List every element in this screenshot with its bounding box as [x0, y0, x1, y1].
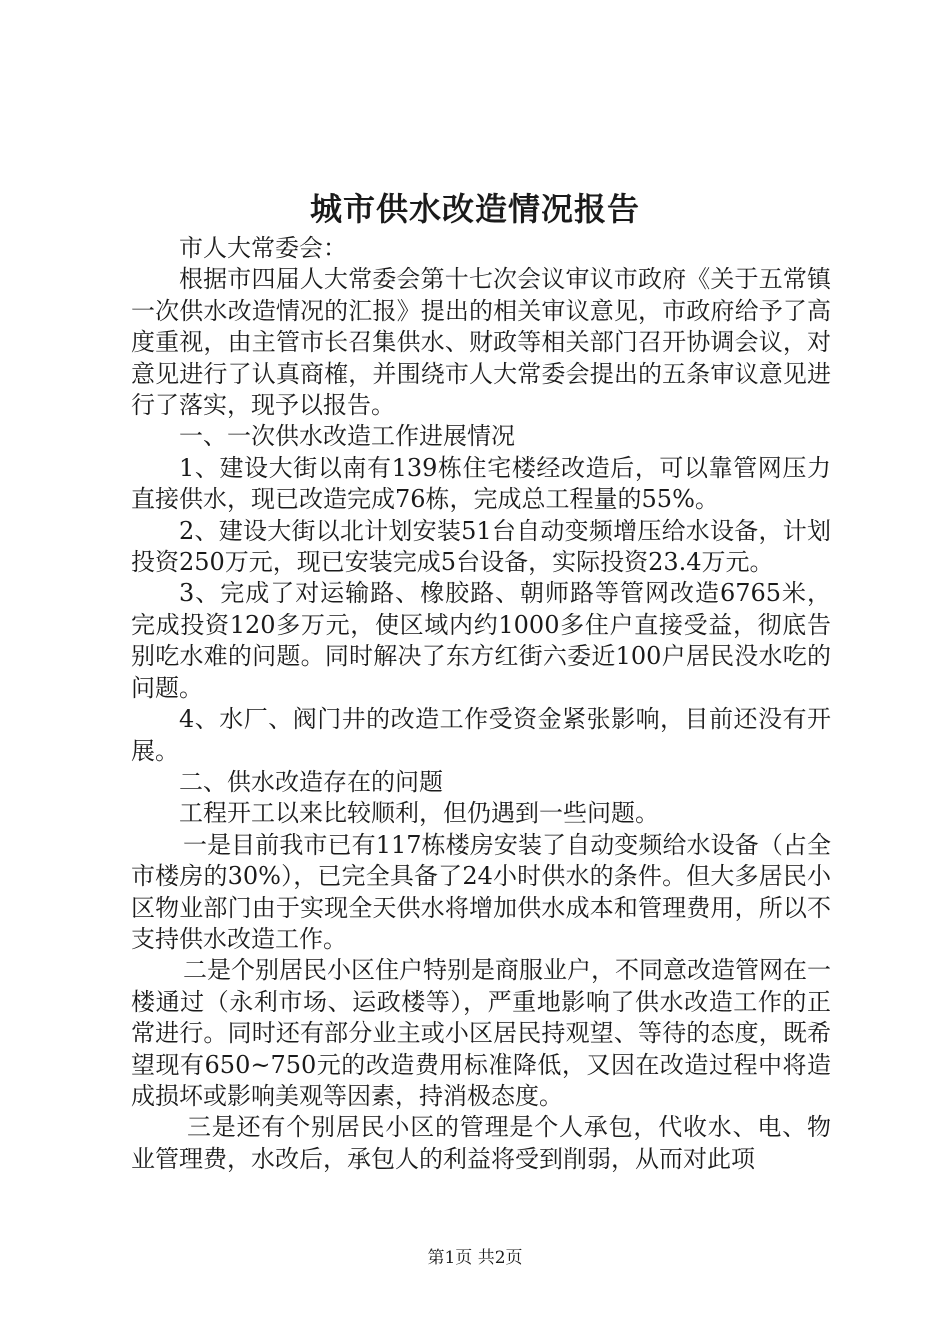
document-title: 城市供水改造情况报告 [309, 190, 640, 228]
paragraph-problem-2: 二是个别居民小区住户特别是商服业户，不同意改造管网在一楼通过（永利市场、运政楼等），严重地影响了供水改造工作的正常进行。同时还有部分业主或小区居民持观望、等待的态度，既希望现有650~750元的改造费用标准降低，又因在改造过程中将造成损坏或影响美观等因素，持消极态度。 [131, 956, 831, 1110]
paragraph-item-4: 4、水厂、阀门井的改造工作受资金紧张影响，目前还没有开展。 [131, 705, 831, 765]
paragraph-problems-intro: 工程开工以来比较顺利，但仍遇到一些问题。 [179, 799, 659, 828]
paragraph-item-1: 1、建设大街以南有139栋住宅楼经改造后，可以靠管网压力直接供水，现已改造完成76栋，完成总工程量的55%。 [131, 453, 831, 514]
section-heading-progress: 一、一次供水改造工作进展情况 [179, 422, 515, 451]
page-footer: 第1页 共2页 [427, 1248, 523, 1268]
paragraph-item-2: 2、建设大街以北计划安装51台自动变频增压给水设备，计划投资250万元，现已安装完成5台设备，实际投资23.4万元。 [131, 516, 831, 577]
paragraph-intro: 根据市四届人大常委会第十七次会议审议市政府《关于五常镇一次供水改造情况的汇报》提出的相关审议意见，市政府给予了高度重视，由主管市长召集供水、财政等相关部门召开协调会议，对意见进行了认真商榷，并围绕市人大常委会提出的五条审议意见进行了落实，现予以报告。 [131, 265, 831, 420]
paragraph-problem-1: 一是目前我市已有117栋楼房安装了自动变频给水设备（占全市楼房的30%），已完全具备了24小时供水的条件。但大多居民小区物业部门由于实现全天供水将增加供水成本和管理费用，所以不支持供水改造工作。 [131, 830, 831, 953]
document-body [131, 233, 831, 1175]
salutation: 市人大常委会： [179, 234, 347, 262]
section-heading-problems: 二、供水改造存在的问题 [179, 767, 443, 796]
paragraph-item-3: 3、完成了对运输路、橡胶路、朝师路等管网改造6765米，完成投资120多万元，使区域内约1000多住户直接受益，彻底告别吃水难的问题。同时解决了东方红街六委近100户居民没水吃的问题。 [131, 579, 831, 702]
paragraph-problem-3: 三是还有个别居民小区的管理是个人承包，代收水、电、物业管理费，水改后，承包人的利益将受到削弱，从而对此项 [131, 1113, 831, 1173]
